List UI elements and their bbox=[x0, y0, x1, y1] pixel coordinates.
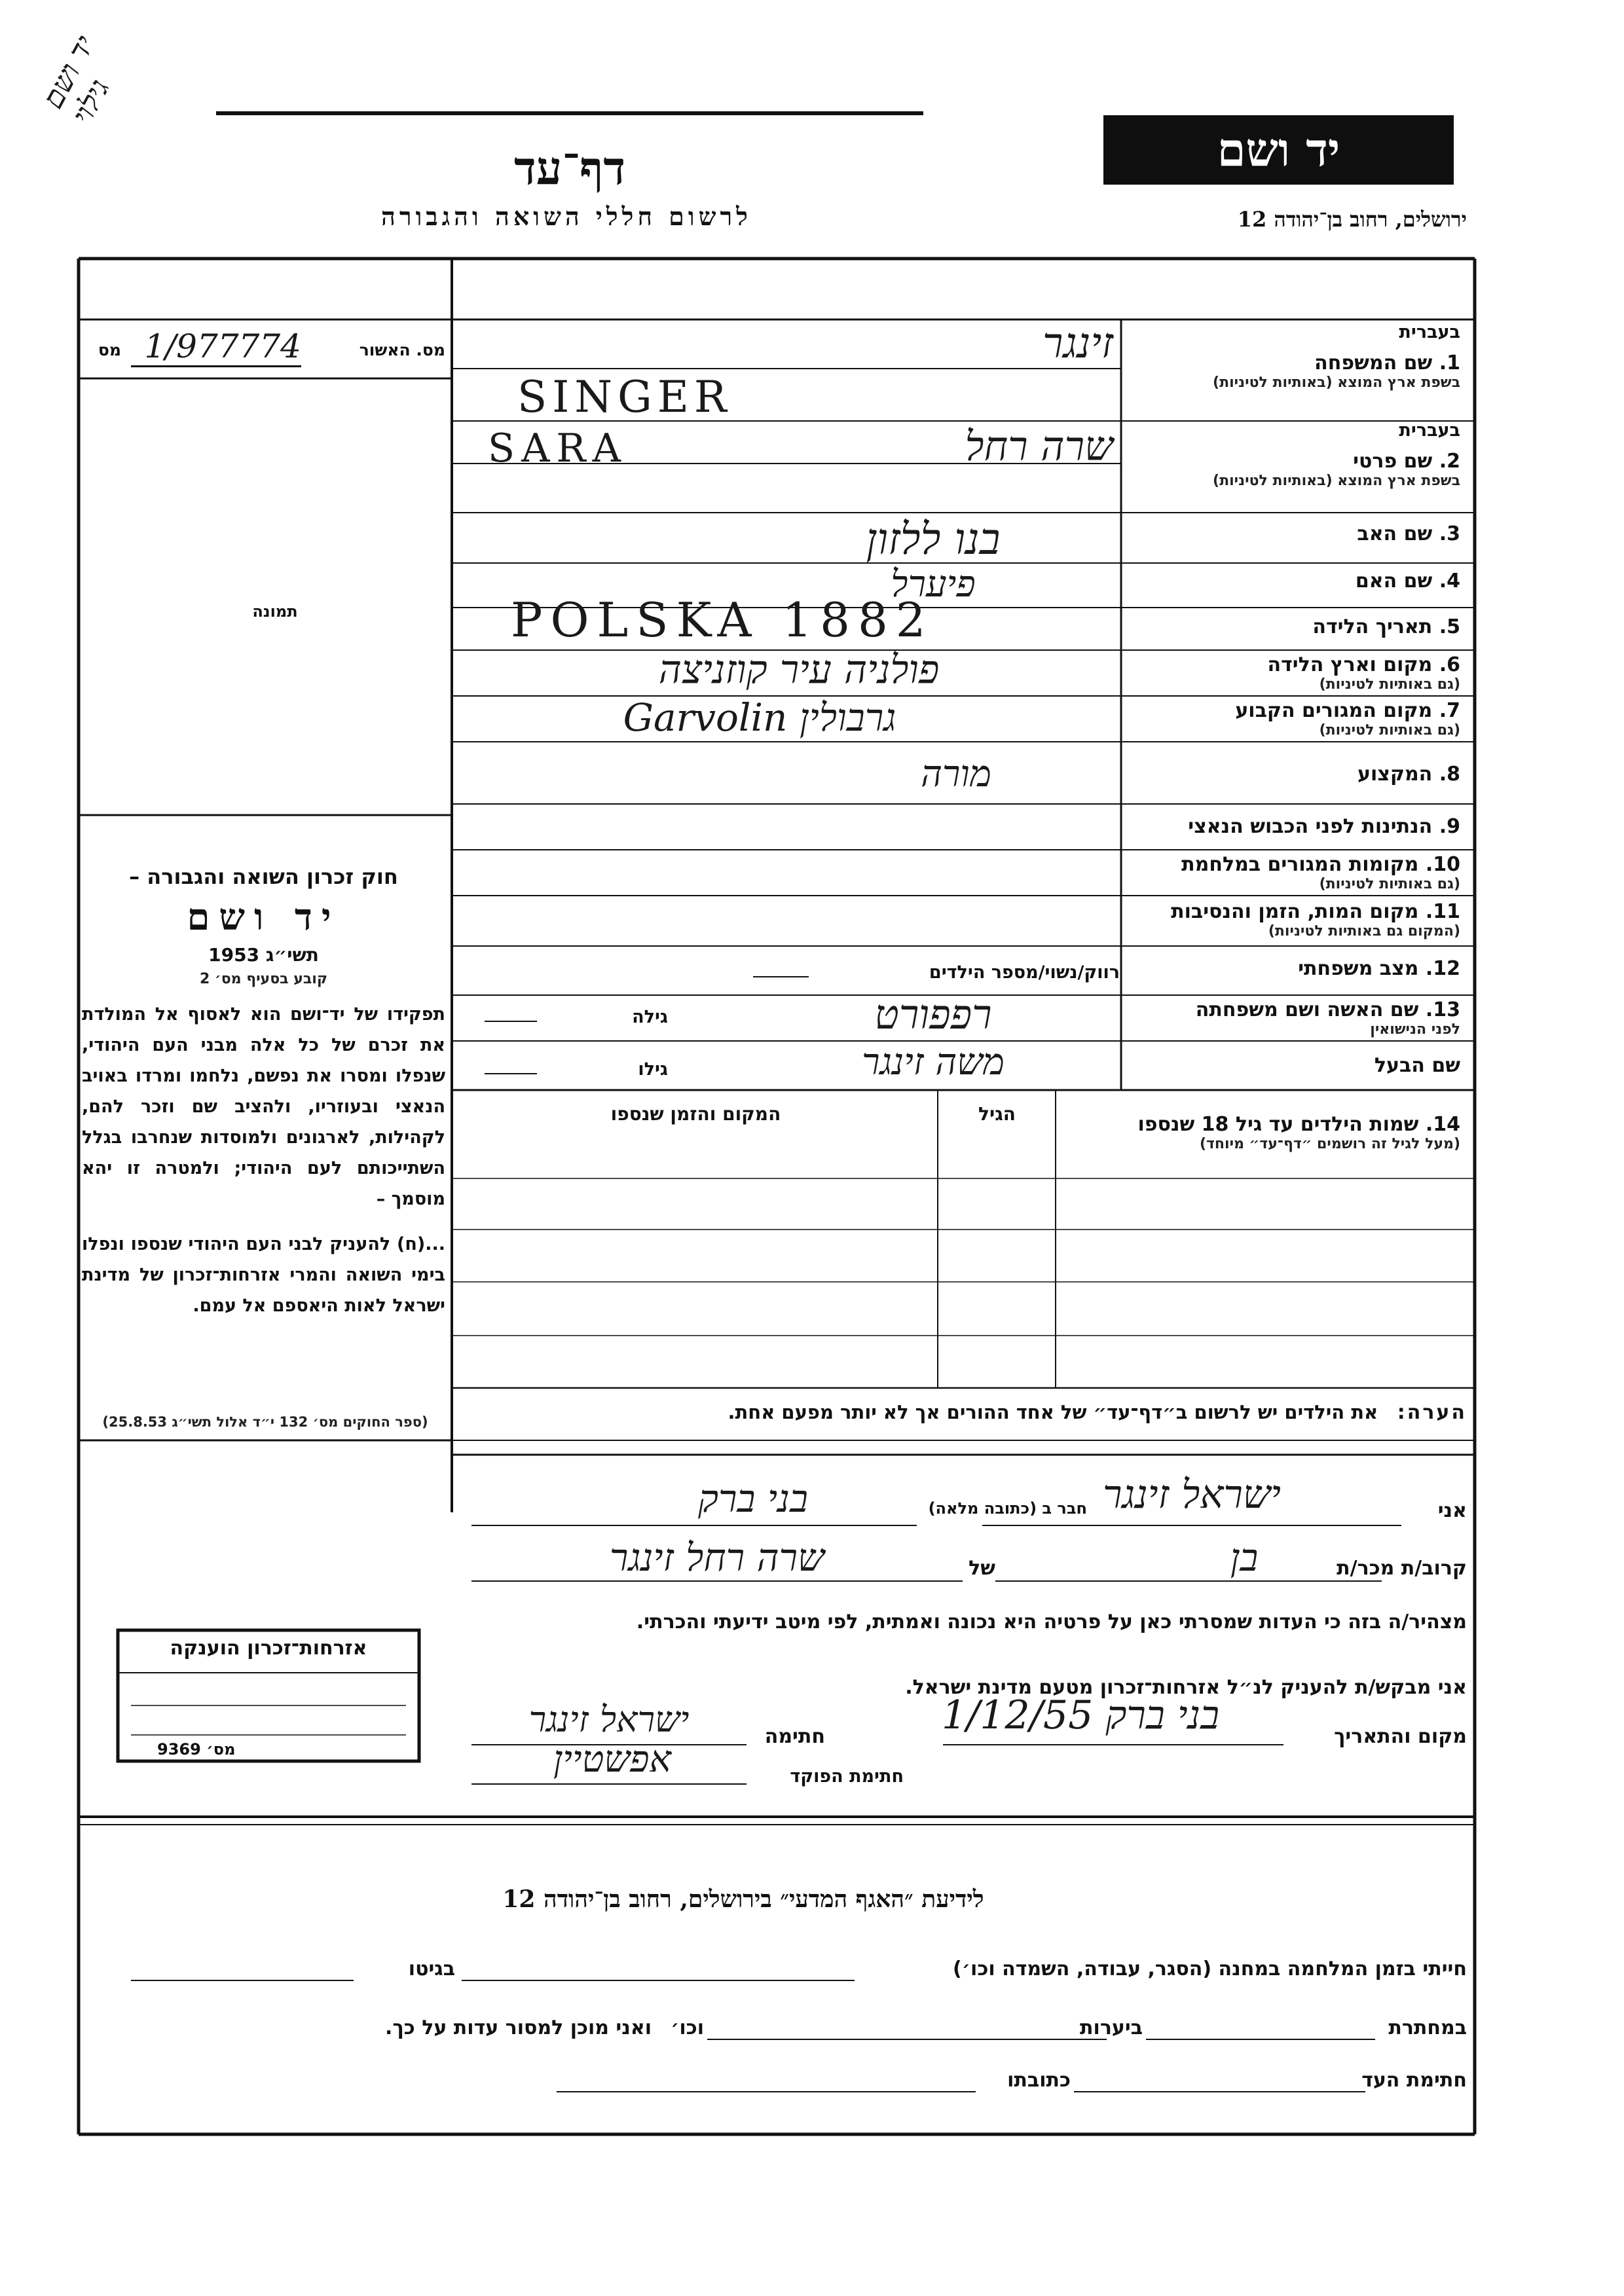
field-1-hebrew-value: זינגר bbox=[1043, 319, 1113, 368]
field-6-value: פולניה עיר קוזניצה bbox=[658, 647, 940, 693]
approval-label: מס. האשור bbox=[359, 340, 445, 359]
field-7 bbox=[1126, 699, 1460, 738]
margin-handwritten-note: יד ושם גילוי bbox=[36, 29, 117, 130]
photo-label: תמונה bbox=[252, 602, 298, 621]
field-9-number: 9. bbox=[1439, 815, 1460, 838]
yad-vashem-logo: יד ושם bbox=[1103, 115, 1454, 185]
note-row bbox=[458, 1401, 1467, 1424]
field-5-label: תאריך הלידה bbox=[1312, 615, 1433, 638]
field-1 bbox=[1126, 322, 1460, 391]
citizenship-box-number bbox=[131, 1740, 406, 1758]
approval-prefix: מס bbox=[98, 340, 121, 359]
field-13-sub: לפני הנישואין bbox=[1370, 1021, 1460, 1038]
bottom-line1-label: חייתי בזמן המלחמה במחנה (הסגר, עבודה, השמדה וכו׳) bbox=[953, 1958, 1467, 1980]
decl-declarant-name: ישראל זינגר bbox=[1102, 1472, 1282, 1518]
decl-place-date-value: בני ברק 1/12/55 bbox=[941, 1692, 1220, 1738]
field-2 bbox=[1126, 420, 1460, 489]
field-6-label: מקום וארץ הלידה bbox=[1267, 653, 1433, 676]
header-address: ירושלים, רחוב בן־יהודה 12 bbox=[1237, 207, 1467, 232]
law-heading: חוק זכרון השואה והגבורה – bbox=[129, 864, 398, 889]
field-7-sub: (גם באותיות לטיניות) bbox=[1319, 722, 1460, 738]
field-12-number: 12. bbox=[1425, 957, 1460, 980]
law-section bbox=[82, 864, 445, 1321]
law-text-2: ...(ח) להעניק לבני העם היהודי שנספו ונפלו בימי השואה והמרי אזרחות־זכרון של מדינת ישראל לאות היאספם אל עמם. bbox=[82, 1234, 445, 1316]
citizenship-box-number-label: מס׳ bbox=[206, 1740, 236, 1758]
decl-line1-label: אני bbox=[1437, 1499, 1467, 1522]
bottom-line1-end: בגיטו bbox=[408, 1958, 455, 1980]
field-10 bbox=[1126, 853, 1460, 892]
field-13-age-label: גילה bbox=[632, 1007, 668, 1027]
field-1-sub: בשפת ארץ המוצא (באותיות לטיניות) bbox=[1213, 374, 1460, 391]
decl-signature-value: ישראל זינגר bbox=[528, 1699, 690, 1740]
bottom-line2-label: במחתרת bbox=[1388, 2016, 1467, 2039]
field-2-hebrew-value: שרה רחל bbox=[965, 422, 1113, 470]
field-2-latin-value: SARA bbox=[488, 426, 627, 471]
field-8-value: מורה bbox=[921, 753, 991, 795]
law-text: תפקידו של יד־ושם הוא לאסוף אל המולדת את זכרם של כל אלה מבני העם היהודי, שנפלו ומסרו את נפשם, נלחמו ומרדו באויב הנאצי ובעוזריו, ולהציב שם וזכר להם, לקהילות, לארגונים ולמוסדות שנחרבו בגלל השתייכותם לעם היהודי; ולמטרה זו יהא מוסמך – bbox=[82, 1004, 445, 1209]
field-10-label: מקומות המגורים במלחמת bbox=[1181, 853, 1419, 876]
citizenship-box-number-value: 9369 bbox=[157, 1740, 201, 1758]
field-7-label: מקום המגורים הקבוע bbox=[1235, 699, 1433, 722]
field-10-number: 10. bbox=[1425, 853, 1460, 876]
field-13-number: 13. bbox=[1425, 998, 1460, 1021]
note-text: את הילדים יש לרשום ב״דף־עד״ של אחד ההורים אך לא יותר מפעם אחת. bbox=[728, 1401, 1378, 1423]
field-1-number: 1. bbox=[1439, 352, 1460, 374]
field-7-number: 7. bbox=[1439, 699, 1460, 722]
field-8-number: 8. bbox=[1439, 763, 1460, 786]
note-label: הערה: bbox=[1397, 1401, 1467, 1424]
field-14-number: 14. bbox=[1425, 1113, 1460, 1136]
field-1-latin-value: SINGER bbox=[517, 372, 732, 422]
field-13-label: שם האשה ושם משפחתה bbox=[1195, 998, 1419, 1021]
decl-signature-label: חתימה bbox=[764, 1725, 825, 1748]
bottom-line2-mid: ביערות bbox=[1080, 2016, 1143, 2039]
field-5-value: POLSKA 1882 bbox=[511, 592, 934, 647]
field-14-label: שמות הילדים עד גיל 18 שנספו bbox=[1137, 1113, 1419, 1136]
field-5-number: 5. bbox=[1439, 615, 1460, 638]
field-1-lang: בעברית bbox=[1399, 322, 1460, 342]
field-14-sub: (מעל לגיל זה רושמים ״דף־עד״ מיוחד) bbox=[1199, 1136, 1460, 1152]
field-8 bbox=[1126, 763, 1460, 786]
decl-of-label: של bbox=[969, 1557, 995, 1580]
field-9 bbox=[1126, 815, 1460, 838]
field-3 bbox=[1126, 522, 1460, 545]
field-5 bbox=[1126, 615, 1460, 638]
form-title: דף־עד bbox=[513, 141, 625, 195]
law-clause: קובע בסעיף מס׳ 2 bbox=[199, 971, 328, 987]
field-11 bbox=[1126, 900, 1460, 939]
field-6 bbox=[1126, 653, 1460, 693]
decl-relation-label: קרוב/ת מכר/ת bbox=[1337, 1557, 1467, 1580]
field-husband-label: שם הבעל bbox=[1374, 1054, 1460, 1077]
bottom-line2-end: ואני מוכן למסור עדות על כך. bbox=[385, 2016, 652, 2039]
law-year: תשי״ג 1953 bbox=[208, 944, 319, 966]
children-col-place: המקום והזמן שנספו bbox=[610, 1103, 781, 1125]
field-3-number: 3. bbox=[1439, 522, 1460, 545]
field-9-label: הנתינות לפני הכבוש הנאצי bbox=[1188, 815, 1433, 838]
decl-clerk-signature: אפשטיין bbox=[553, 1738, 672, 1781]
field-6-sub: (גם באותיות לטיניות) bbox=[1319, 676, 1460, 693]
field-6-number: 6. bbox=[1439, 653, 1460, 676]
field-11-sub: (המקום גם באותיות לטיניות) bbox=[1268, 923, 1460, 939]
field-7-value: גרבולין Garvolin bbox=[623, 695, 896, 740]
decl-relation-value: בן bbox=[1230, 1535, 1259, 1580]
law-title: יד ושם bbox=[187, 896, 341, 939]
field-1-label: שם המשפחה bbox=[1314, 352, 1433, 374]
field-11-number: 11. bbox=[1425, 900, 1460, 923]
bottom-line2-mid2: וכו׳ bbox=[671, 2016, 704, 2039]
husband-age-label: גילו bbox=[638, 1059, 668, 1080]
field-2-number: 2. bbox=[1439, 450, 1460, 473]
field-2-lang: בעברית bbox=[1399, 420, 1460, 441]
field-13 bbox=[1126, 998, 1460, 1038]
field-4-number: 4. bbox=[1439, 570, 1460, 592]
children-col-age: הגיל bbox=[978, 1103, 1016, 1125]
husband-value: משה זינגר bbox=[862, 1041, 1005, 1084]
decl-address-label: חבר ב (כתובה מלאה) bbox=[928, 1499, 1087, 1518]
form-subtitle: לרשום חללי השואה והגבורה bbox=[381, 202, 752, 231]
field-husband bbox=[1126, 1054, 1460, 1077]
law-footnote: (ספר החוקים מס׳ 132 י״ד אלול תשי״ג 25.8.53) bbox=[102, 1414, 428, 1430]
field-4 bbox=[1126, 570, 1460, 592]
decl-place-date-label: מקום והתאריך bbox=[1334, 1725, 1467, 1748]
decl-clerk-label: חתימת הפוקד bbox=[790, 1766, 904, 1787]
approval-number: 1/977774 bbox=[131, 327, 301, 367]
decl-request: אני מבקש/ת להעניק לנ״ל אזרחות־זכרון מטעם מדינת ישראל. bbox=[905, 1676, 1467, 1699]
field-8-label: המקצוע bbox=[1357, 763, 1433, 786]
field-13-value: רפפורט bbox=[874, 991, 992, 1038]
field-4-label: שם האם bbox=[1355, 570, 1433, 592]
field-14 bbox=[1061, 1113, 1460, 1152]
field-3-value: בנו ללזון bbox=[866, 514, 1001, 564]
bottom-heading: לידיעת ״האגף המדעי״ בירושלים, רחוב בן־יהודה 12 bbox=[502, 1886, 984, 1913]
bottom-witness-signature-label: חתימת העד bbox=[1361, 2069, 1467, 2092]
bottom-witness-address-label: כתובתו bbox=[1007, 2069, 1071, 2092]
decl-statement: מצהיר/ה בזה כי העדות שמסרתי כאן על פרטיה היא נכונה ואמתית, לפי מיטב ידיעתי והכרתי. bbox=[636, 1611, 1467, 1633]
field-10-sub: (גם באותיות לטיניות) bbox=[1319, 876, 1460, 892]
field-12 bbox=[1126, 957, 1460, 980]
field-2-sub: בשפת ארץ המוצא (באותיות לטיניות) bbox=[1213, 473, 1460, 489]
field-12-options: רווק/נשוי/מספר הילדים bbox=[929, 962, 1120, 983]
decl-address-value: בני ברק bbox=[698, 1476, 808, 1521]
field-2-label: שם פרטי bbox=[1353, 450, 1433, 473]
field-3-label: שם האב bbox=[1357, 522, 1433, 545]
citizenship-box-title: אזרחות־זכרון הוענקה bbox=[170, 1637, 367, 1660]
field-4-value: פיערל bbox=[891, 563, 976, 606]
decl-victim-name: שרה רחל זינגר bbox=[609, 1535, 825, 1580]
field-12-label: מצב משפחתי bbox=[1298, 957, 1419, 980]
field-11-label: מקום המות, הזמן והנסיבות bbox=[1171, 900, 1419, 923]
